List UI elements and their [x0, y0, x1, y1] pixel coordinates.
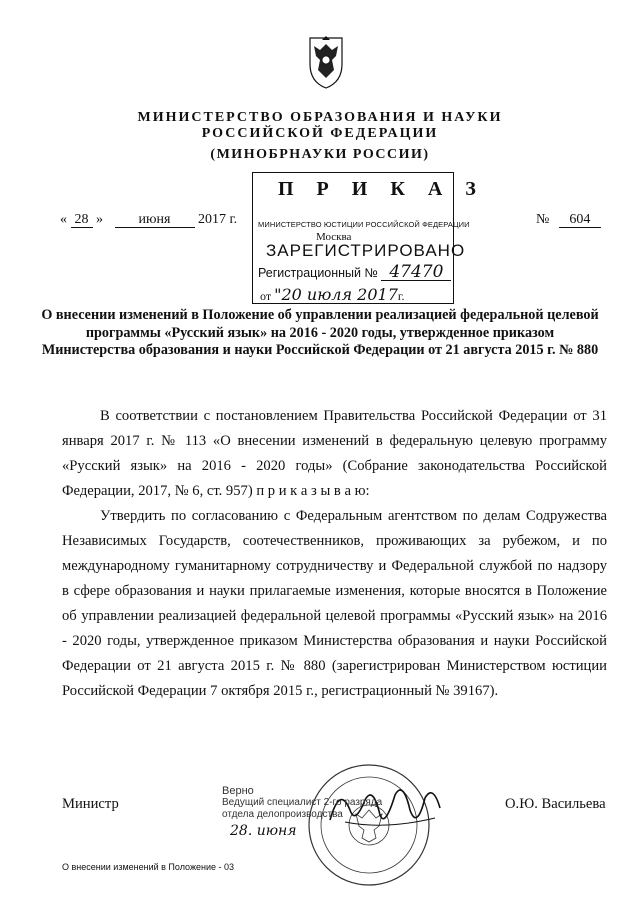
- document-body: [62, 404, 607, 704]
- date-quote-close: »: [96, 212, 103, 227]
- document-title: О внесении изменений в Положение об управлении реализацией федеральной целевой программы «Русский язык» на 2016 - 2020 годы, утвержденное приказом Министерства образования и науки Российской Федерации от 21 августа 2015 г. № 880: [41, 307, 599, 358]
- signatory-name: О.Ю. Васильева: [505, 796, 606, 812]
- stamp-reg-label: Регистрационный №: [258, 266, 378, 280]
- verno-date: 28. июня: [230, 823, 297, 839]
- order-year: 2017 г.: [198, 212, 238, 227]
- verno-line1: Ведущий специалист 2-го разряда: [222, 797, 383, 808]
- stamp-reg-number: 47470: [381, 265, 451, 281]
- stamp-reg-date-suffix: г.: [397, 289, 405, 303]
- date-quote-open: «: [60, 212, 67, 227]
- order-month: июня: [115, 212, 195, 228]
- ministry-name-line2: РОССИЙСКОЙ ФЕДЕРАЦИИ: [201, 126, 439, 141]
- certification-block: [222, 785, 382, 837]
- stamp-registration-date: [260, 285, 404, 304]
- order-number-field: [536, 212, 601, 228]
- stamp-registration-number: [258, 262, 451, 282]
- coat-of-arms-emblem: [302, 30, 350, 92]
- order-number-label: №: [536, 212, 550, 227]
- stamp-reg-date: "20 июля 2017: [274, 285, 398, 304]
- ministry-name-line1: МИНИСТЕРСТВО ОБРАЗОВАНИЯ И НАУКИ: [137, 110, 503, 125]
- order-number: 604: [559, 212, 601, 228]
- stamp-from-label: от: [260, 289, 272, 303]
- verno-title: Верно: [222, 785, 254, 797]
- stamp-registered: ЗАРЕГИСТРИРОВАНО: [266, 241, 466, 260]
- order-date: [60, 212, 237, 228]
- signatory-position: Министр: [62, 796, 119, 812]
- body-paragraph-2: Утвердить по согласованию с Федеральным агентством по делам Содружества Независимых Государств, соотечественников, проживающих за рубежом, и по международному гуманитарному сотрудничеству и Федеральной службой по надзору в сфере образования и науки прилагаемые изменения, которые вносятся в Положение об управлении реализацией федеральной целевой программы «Русский язык» на 2016 - 2020 годы, утвержденное приказом Министерства образования и науки Российской Федерации от 21 августа 2015 г. № 880 (зарегистрирован Министерством юстиции Российской Федерации 7 октября 2015 г., регистрационный № 39167).: [62, 508, 607, 699]
- body-paragraph-1: В соответствии с постановлением Правительства Российской Федерации от 31 января 2017 г. № 113 «О внесении изменений в федеральную целевую программу «Русский язык» на 2016 - 2020 годы» (Собрание законодательства Российской Федерации, 2017, № 6, ст. 957) п р и к а з ы в а ю:: [62, 408, 607, 499]
- verno-line2: отдела делопроизводства: [222, 809, 343, 820]
- ministry-short-name: (МИНОБРНАУКИ РОССИИ): [210, 147, 430, 162]
- stamp-city: Москва: [316, 231, 352, 243]
- stamp-ministry-of-justice: МИНИСТЕРСТВО ЮСТИЦИИ РОССИЙСКОЙ ФЕДЕРАЦИИ: [258, 220, 470, 229]
- order-day: 28: [71, 212, 93, 228]
- order-heading: П Р И К А З: [278, 178, 485, 200]
- footer-note: О внесении изменений в Положение - 03: [62, 862, 234, 872]
